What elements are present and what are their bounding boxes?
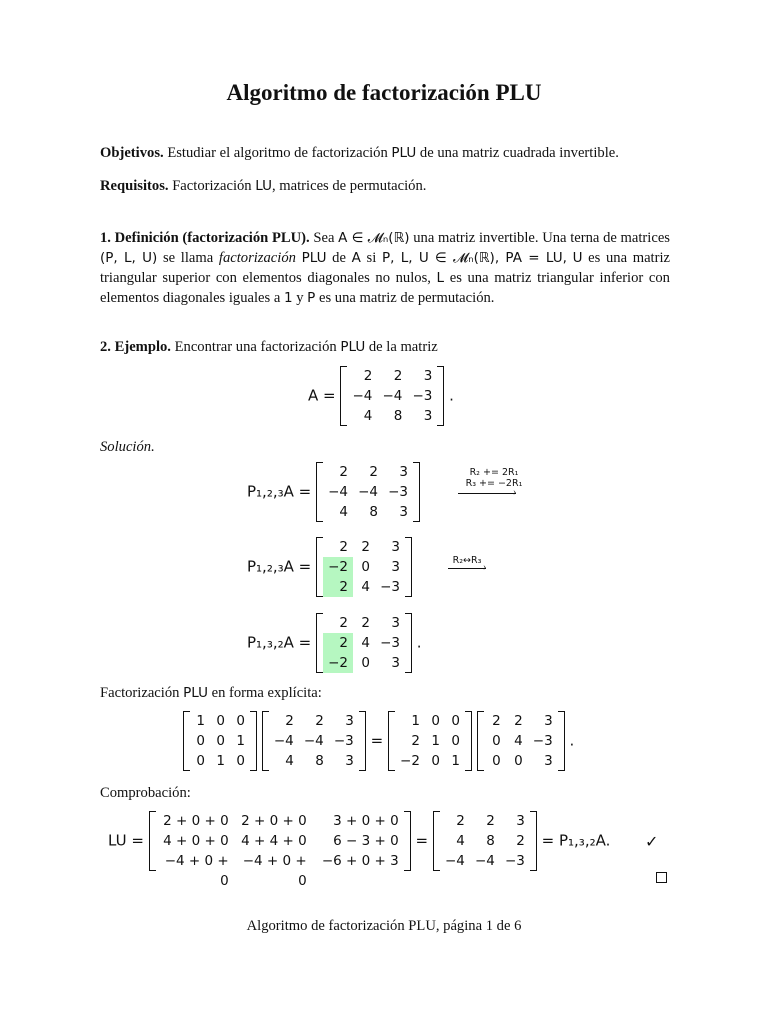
definition-paragraph bbox=[100, 228, 670, 308]
step1-arrow bbox=[458, 493, 516, 494]
matrix-cell: 3 bbox=[391, 559, 400, 575]
step2-lhs: P₁,₂,₃A = bbox=[247, 557, 312, 576]
matrix-cell: 2 bbox=[514, 713, 523, 729]
matrix-cell: 0 bbox=[196, 733, 205, 749]
matrix-cell: −2 bbox=[323, 653, 353, 673]
step1-matrix bbox=[316, 462, 420, 522]
explicit-text-end: en forma explícita: bbox=[207, 685, 322, 701]
def-t10: y bbox=[292, 290, 308, 306]
matrix-cell: 4 bbox=[363, 408, 373, 424]
matrix-cell: 2 bbox=[361, 615, 370, 631]
matrix-cell: 2 + 0 + 0 bbox=[163, 813, 229, 829]
matrix-cell: 3 bbox=[391, 655, 400, 671]
matrix-cell: 3 bbox=[544, 713, 553, 729]
def-m2: (P, L, U) bbox=[100, 250, 158, 266]
matrix-cell: 4 bbox=[361, 635, 370, 651]
matrix-cell: 1 bbox=[451, 753, 460, 769]
explicit-equation bbox=[183, 711, 574, 771]
def-m4: A bbox=[351, 250, 361, 266]
equation-end: . bbox=[416, 633, 422, 652]
matrix-cell: 1 bbox=[236, 733, 245, 749]
matrix-a-explicit bbox=[262, 711, 366, 771]
example-text: Encontrar una factorización bbox=[170, 339, 341, 355]
matrix-cell: 3 bbox=[516, 813, 525, 829]
example-code: PLU bbox=[340, 339, 366, 355]
objectives-paragraph bbox=[100, 143, 670, 163]
equation-lhs: A = bbox=[308, 386, 336, 405]
matrix-cell: −4 bbox=[352, 388, 373, 404]
matrix-cell: 3 bbox=[544, 753, 553, 769]
def-t9: es una matriz triangular inferior con elementos diagonales iguales a bbox=[100, 270, 670, 306]
matrix-cell: 2 bbox=[339, 464, 348, 480]
requirements-text: Factorización bbox=[172, 178, 256, 194]
step3-equation bbox=[247, 613, 422, 673]
step1-equation bbox=[247, 462, 420, 522]
matrix-cell: −4 bbox=[474, 853, 495, 869]
checkmark-icon: ✓ bbox=[645, 832, 659, 851]
matrix-grid bbox=[323, 613, 405, 673]
step2-equation bbox=[247, 537, 412, 597]
matrix-cell: 0 bbox=[514, 753, 523, 769]
step2-arrow bbox=[448, 568, 486, 569]
explicit-code: PLU bbox=[183, 685, 208, 701]
matrix-cell: 4 bbox=[514, 733, 523, 749]
requirements-paragraph bbox=[100, 176, 670, 196]
matrix-cell: 0 bbox=[216, 713, 225, 729]
objectives-code: PLU bbox=[391, 145, 417, 161]
matrix-cell: 0 bbox=[451, 713, 460, 729]
def-t3: se llama bbox=[157, 250, 219, 266]
matrix-grid bbox=[484, 711, 558, 771]
matrix-cell: 3 bbox=[345, 753, 354, 769]
matrix-cell: 2 bbox=[323, 577, 353, 597]
requirements-text-end: , matrices de permutación. bbox=[272, 178, 427, 194]
equation-end: . bbox=[569, 731, 575, 750]
def-t8: es una matriz triangular superior con elementos diagonales no nulos, bbox=[100, 250, 671, 286]
matrix-cell: 3 bbox=[345, 713, 354, 729]
def-m6: U bbox=[572, 250, 583, 266]
def-m9: P bbox=[307, 290, 316, 306]
matrix-grid bbox=[156, 811, 404, 889]
matrix-cell: 2 bbox=[369, 464, 378, 480]
matrix-cell: −3 bbox=[380, 635, 400, 651]
example-label: 2. Ejemplo. bbox=[100, 339, 171, 355]
def-t11: es una matriz de permutación. bbox=[315, 290, 495, 306]
def-t6: si bbox=[360, 250, 382, 266]
matrix-cell: 2 bbox=[393, 368, 403, 384]
matrix-cell: 3 bbox=[391, 615, 400, 631]
matrix-a bbox=[340, 366, 444, 426]
check-rhs: = P₁,₃,₂A. bbox=[541, 831, 611, 850]
matrix-cell: 3 bbox=[399, 464, 408, 480]
equation-end: . bbox=[449, 386, 454, 405]
matrix-cell: −2 bbox=[323, 557, 353, 577]
matrix-cell: 2 bbox=[516, 833, 525, 849]
explicit-label bbox=[100, 683, 670, 703]
def-m3: PLU bbox=[301, 250, 327, 266]
matrix-cell: 1 bbox=[431, 733, 440, 749]
example-paragraph bbox=[100, 337, 670, 357]
matrix-cell: 2 bbox=[361, 539, 370, 555]
requirements-code: LU bbox=[255, 178, 272, 194]
def-t2: una matriz invertible. Una terna de matrices bbox=[409, 230, 670, 246]
matrix-cell: 1 bbox=[216, 753, 225, 769]
matrix-cell: 2 bbox=[323, 633, 353, 653]
matrix-cell: 0 bbox=[431, 753, 440, 769]
matrix-p bbox=[183, 711, 257, 771]
matrix-cell: 3 bbox=[391, 539, 400, 555]
matrix-u bbox=[477, 711, 565, 771]
check-equation bbox=[108, 811, 611, 889]
explicit-text: Factorización bbox=[100, 685, 184, 701]
matrix-grid bbox=[190, 711, 250, 771]
matrix-cell: −3 bbox=[333, 733, 354, 749]
matrix-cell: −2 bbox=[400, 753, 420, 769]
matrix-cell: 3 bbox=[399, 504, 408, 520]
matrix-cell: 3 bbox=[423, 408, 433, 424]
def-t1: Sea bbox=[309, 230, 339, 246]
matrix-cell: 0 bbox=[361, 655, 370, 671]
def-m5: P, L, U ∈ 𝓜ₙ(ℝ), PA = LU, bbox=[381, 250, 567, 266]
def-m1: A ∈ 𝓜ₙ(ℝ) bbox=[338, 230, 410, 246]
requirements-label: Requisitos. bbox=[100, 178, 169, 194]
matrix-cell: 0 bbox=[492, 733, 501, 749]
matrix-grid bbox=[323, 462, 413, 522]
step1-op-top: R₂ += 2R₁ bbox=[469, 467, 519, 478]
matrix-cell: 4 bbox=[456, 833, 465, 849]
result-matrix bbox=[433, 811, 537, 871]
matrix-cell: 2 bbox=[315, 713, 324, 729]
check-lhs: LU = bbox=[108, 831, 144, 850]
matrix-cell: 2 bbox=[285, 713, 294, 729]
matrix-cell: 0 bbox=[492, 753, 501, 769]
matrix-cell: 0 bbox=[236, 713, 245, 729]
matrix-cell: −4 bbox=[303, 733, 324, 749]
document-title: Algoritmo de factorización PLU bbox=[226, 80, 542, 105]
matrix-cell: 2 bbox=[363, 368, 373, 384]
matrix-cell: 3 bbox=[423, 368, 433, 384]
matrix-cell: 2 bbox=[339, 539, 348, 555]
matrix-cell: −4 + 0 + 0 bbox=[242, 853, 307, 889]
def-m8: 1 bbox=[283, 290, 293, 306]
matrix-cell: 8 bbox=[486, 833, 495, 849]
step1-op-bottom: R₃ += −2R₁ bbox=[465, 478, 523, 489]
matrix-grid bbox=[395, 711, 465, 771]
matrix-cell: 1 bbox=[411, 713, 420, 729]
matrix-cell: 2 bbox=[339, 615, 348, 631]
equals-sign: = bbox=[370, 731, 384, 750]
definition-label: 1. Definición (factorización PLU). bbox=[100, 230, 310, 246]
step2-matrix bbox=[316, 537, 412, 597]
matrix-cell: −4 + 0 + 0 bbox=[164, 853, 229, 889]
matrix-cell: −4 bbox=[328, 484, 348, 500]
matrix-cell: 8 bbox=[393, 408, 403, 424]
equals-sign: = bbox=[415, 831, 429, 850]
matrix-cell: −4 bbox=[273, 733, 294, 749]
matrix-cell: 2 bbox=[456, 813, 465, 829]
objectives-text: Estudiar el algoritmo de factorización bbox=[167, 145, 392, 161]
step3-matrix bbox=[316, 613, 412, 673]
matrix-cell: −6 + 0 + 3 bbox=[321, 853, 399, 869]
matrix-cell: −3 bbox=[504, 853, 525, 869]
page-footer: Algoritmo de factorización PLU, página 1 de 6 bbox=[246, 918, 522, 934]
matrix-cell: 2 bbox=[411, 733, 420, 749]
matrix-cell: 8 bbox=[315, 753, 324, 769]
matrix-cell: 4 + 0 + 0 bbox=[163, 833, 229, 849]
matrix-cell: 3 + 0 + 0 bbox=[333, 813, 399, 829]
matrix-cell: 6 − 3 + 0 bbox=[333, 833, 399, 849]
arrow-head-icon: › bbox=[483, 562, 487, 573]
matrix-cell: 0 bbox=[216, 733, 225, 749]
matrix-cell: −3 bbox=[388, 484, 408, 500]
step2-op: R₂↔R₃ bbox=[452, 555, 482, 566]
matrix-cell: 0 bbox=[451, 733, 460, 749]
matrix-cell: −3 bbox=[380, 579, 400, 595]
matrix-cell: −4 bbox=[358, 484, 378, 500]
qed-square-icon bbox=[656, 872, 667, 883]
objectives-text-end: de una matriz cuadrada invertible. bbox=[416, 145, 619, 161]
def-term: factorización bbox=[218, 250, 296, 266]
matrix-cell: 2 bbox=[486, 813, 495, 829]
matrix-cell: 4 + 4 + 0 bbox=[241, 833, 307, 849]
matrix-cell: 0 bbox=[236, 753, 245, 769]
example-text-end: de la matriz bbox=[365, 339, 438, 355]
matrix-grid bbox=[347, 366, 437, 426]
matrix-cell: −4 bbox=[382, 388, 403, 404]
solution-label: Solución. bbox=[100, 439, 155, 455]
matrix-cell: 2 + 0 + 0 bbox=[241, 813, 307, 829]
matrix-cell: 4 bbox=[285, 753, 294, 769]
def-t5: de bbox=[326, 250, 352, 266]
matrix-cell: −4 bbox=[444, 853, 465, 869]
matrix-grid bbox=[269, 711, 359, 771]
matrix-cell: 0 bbox=[361, 559, 370, 575]
matrix-cell: 0 bbox=[431, 713, 440, 729]
def-m7: L bbox=[436, 270, 445, 286]
step3-lhs: P₁,₃,₂A = bbox=[247, 633, 312, 652]
arrow-head-icon: › bbox=[513, 487, 517, 498]
matrix-grid bbox=[323, 537, 405, 597]
check-label: Comprobación: bbox=[100, 785, 191, 801]
matrix-grid bbox=[440, 811, 530, 871]
matrix-cell: 0 bbox=[196, 753, 205, 769]
matrix-cell: 1 bbox=[196, 713, 205, 729]
matrix-cell: −3 bbox=[532, 733, 553, 749]
matrix-l bbox=[388, 711, 472, 771]
matrix-cell: 4 bbox=[339, 504, 348, 520]
matrix-cell: 4 bbox=[361, 579, 370, 595]
matrix-a-equation bbox=[308, 366, 454, 426]
matrix-cell: −3 bbox=[412, 388, 433, 404]
matrix-cell: 8 bbox=[369, 504, 378, 520]
product-matrix bbox=[149, 811, 411, 889]
objectives-label: Objetivos. bbox=[100, 145, 164, 161]
matrix-cell: 2 bbox=[492, 713, 501, 729]
step1-lhs: P₁,₂,₃A = bbox=[247, 482, 312, 501]
